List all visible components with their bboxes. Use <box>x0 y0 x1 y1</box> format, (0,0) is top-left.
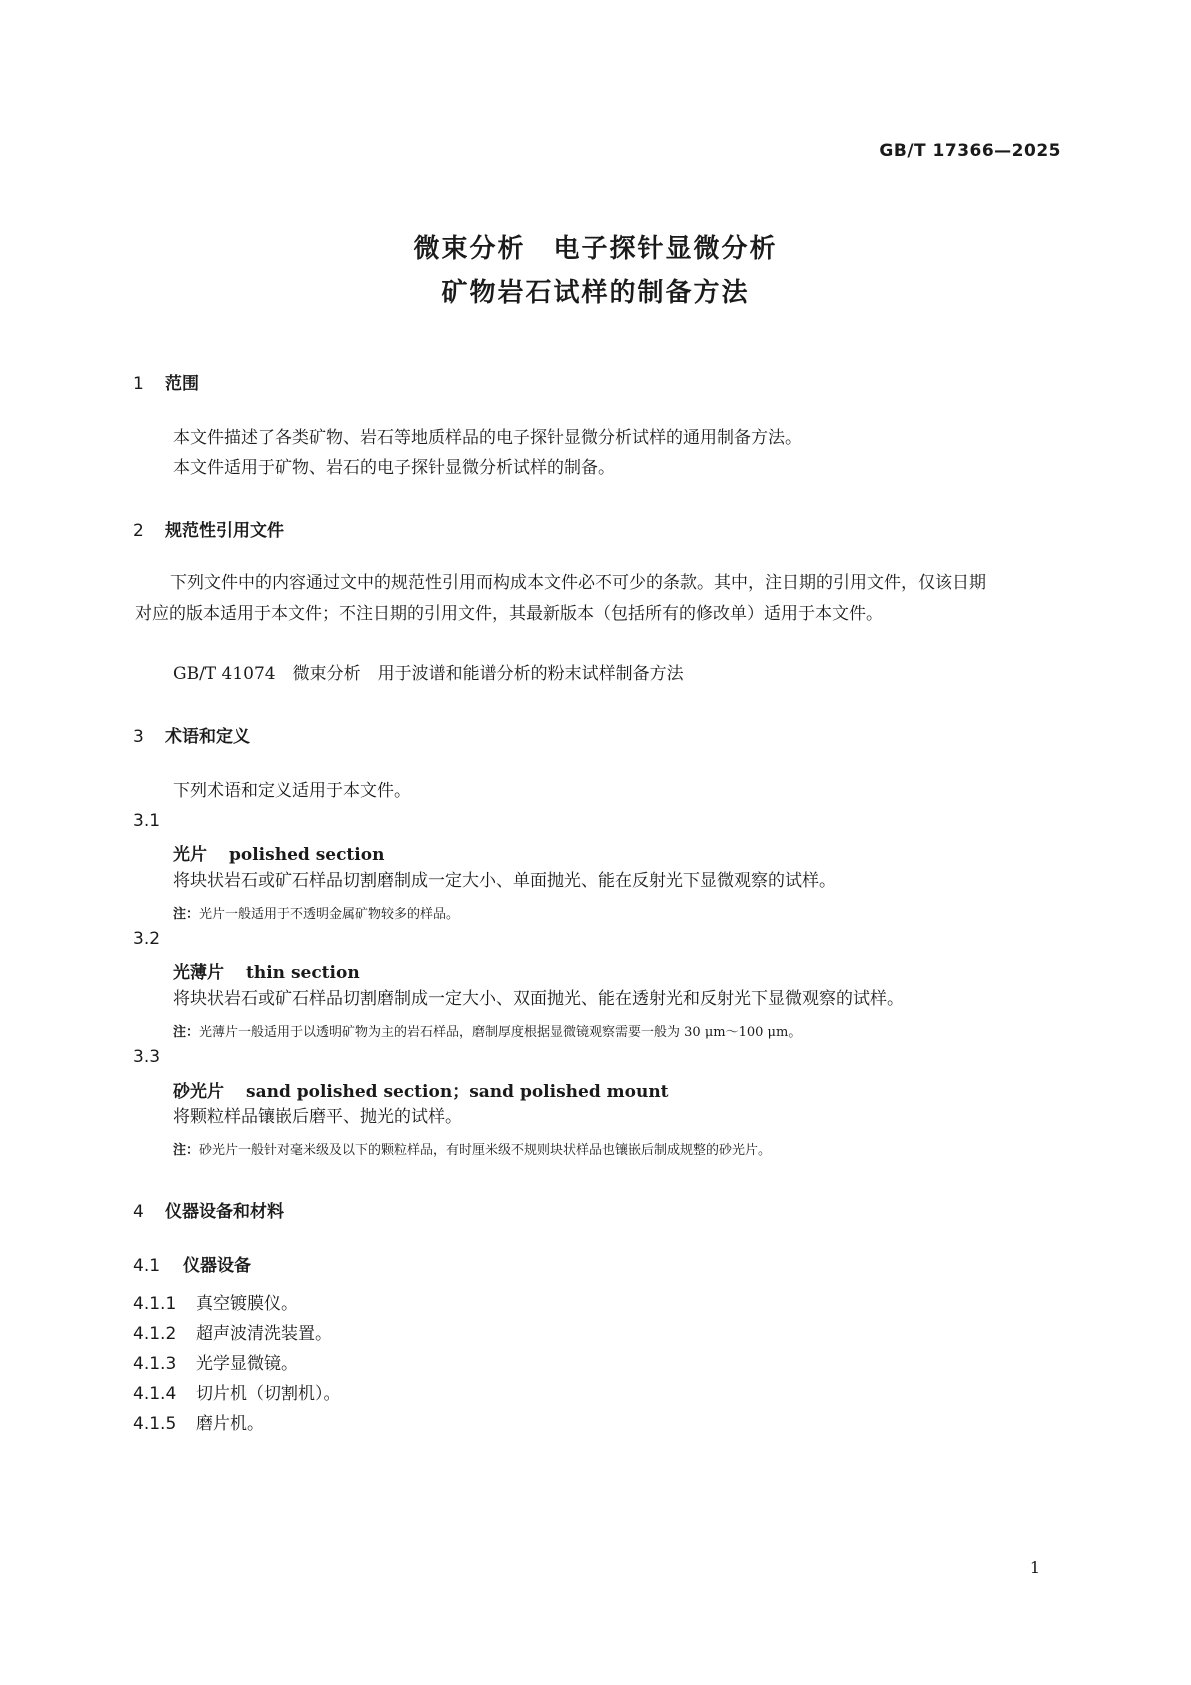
term-number: 3.1 <box>133 811 161 831</box>
item-text: 切片机（切割机）。 <box>196 1384 341 1404</box>
section-4-heading <box>133 1197 284 1222</box>
section-1-heading <box>133 369 199 394</box>
section-title: 范围 <box>165 374 199 394</box>
section-title: 规范性引用文件 <box>165 521 284 541</box>
item-number: 4.1.4 <box>133 1384 177 1404</box>
section-2-paragraph: 下列文件中的内容通过文中的规范性引用而构成本文件必不可少的条款。其中，注日期的引用文件，仅该日期对应的版本适用于本文件；不注日期的引用文件，其最新版本（包括所有的修改单）适用于本文件。 <box>135 573 986 624</box>
item-text: 磨片机。 <box>196 1414 264 1434</box>
note-text: 砂光片一般针对毫米级及以下的颗粒样品，有时厘米级不规则块状样品也镶嵌后制成规整的砂光片。 <box>199 1143 772 1158</box>
standard-number: GB/T 17366—2025 <box>879 141 1061 161</box>
item-number: 4.1.5 <box>133 1414 177 1434</box>
note-label: 注： <box>173 1025 200 1040</box>
section-number: 3 <box>133 727 144 747</box>
term-chinese: 光片 <box>173 845 207 865</box>
term-note <box>173 1139 771 1158</box>
term-definition: 将颗粒样品镶嵌后磨平、抛光的试样。 <box>173 1107 462 1127</box>
list-item <box>133 1319 332 1350</box>
term-chinese: 光薄片 <box>173 963 224 983</box>
document-title-line-2: 矿物岩石试样的制备方法 <box>441 278 750 308</box>
item-number: 4.1.3 <box>133 1354 177 1374</box>
term-english: thin section <box>246 963 360 983</box>
section-title: 仪器设备和材料 <box>165 1202 284 1222</box>
term-note <box>173 903 459 922</box>
term-definition: 将块状岩石或矿石样品切割磨制成一定大小、双面抛光、能在透射光和反射光下显微观察的试样。 <box>173 989 904 1009</box>
list-item <box>133 1379 341 1410</box>
section-1-paragraph-1: 本文件描述了各类矿物、岩石等地质样品的电子探针显微分析试样的通用制备方法。 <box>173 428 802 448</box>
list-item <box>133 1349 298 1380</box>
term-note <box>173 1021 801 1040</box>
term-chinese: 砂光片 <box>173 1082 224 1102</box>
subsection-title: 仪器设备 <box>183 1256 251 1276</box>
item-text: 光学显微镜。 <box>196 1354 298 1374</box>
item-number: 4.1.2 <box>133 1324 177 1344</box>
term-heading <box>173 1077 669 1102</box>
item-text: 超声波清洗装置。 <box>196 1324 332 1344</box>
section-1-paragraph-2: 本文件适用于矿物、岩石的电子探针显微分析试样的制备。 <box>173 458 615 478</box>
term-english: sand polished section；sand polished mount <box>246 1082 669 1102</box>
item-number: 4.1.1 <box>133 1294 177 1314</box>
section-number: 2 <box>133 521 144 541</box>
document-title-line-1: 微束分析 电子探针显微分析 <box>413 234 778 264</box>
term-heading <box>173 958 360 983</box>
note-label: 注： <box>173 1143 200 1158</box>
note-text: 光片一般适用于不透明金属矿物较多的样品。 <box>199 907 460 922</box>
subsection-number: 4.1 <box>133 1256 161 1276</box>
section-number: 4 <box>133 1202 144 1222</box>
term-number: 3.3 <box>133 1047 161 1067</box>
list-item <box>133 1289 298 1320</box>
list-item <box>133 1409 264 1440</box>
term-definition: 将块状岩石或矿石样品切割磨制成一定大小、单面抛光、能在反射光下显微观察的试样。 <box>173 871 836 891</box>
section-3-heading <box>133 722 250 747</box>
note-label: 注： <box>173 907 200 922</box>
item-text: 真空镀膜仪。 <box>196 1294 298 1314</box>
section-title: 术语和定义 <box>165 727 250 747</box>
section-number: 1 <box>133 374 144 394</box>
normative-reference: GB/T 41074 微束分析 用于波谱和能谱分析的粉末试样制备方法 <box>173 664 684 684</box>
term-english: polished section <box>229 845 385 865</box>
section-2-heading <box>133 516 284 541</box>
section-3-intro: 下列术语和定义适用于本文件。 <box>173 781 411 801</box>
term-number: 3.2 <box>133 929 161 949</box>
page-number: 1 <box>1029 1558 1040 1577</box>
term-heading <box>173 840 384 865</box>
note-text: 光薄片一般适用于以透明矿物为主的岩石样品，磨制厚度根据显微镜观察需要一般为 30 μm～100 μm。 <box>199 1025 802 1040</box>
subsection-4-1-heading <box>133 1251 251 1276</box>
